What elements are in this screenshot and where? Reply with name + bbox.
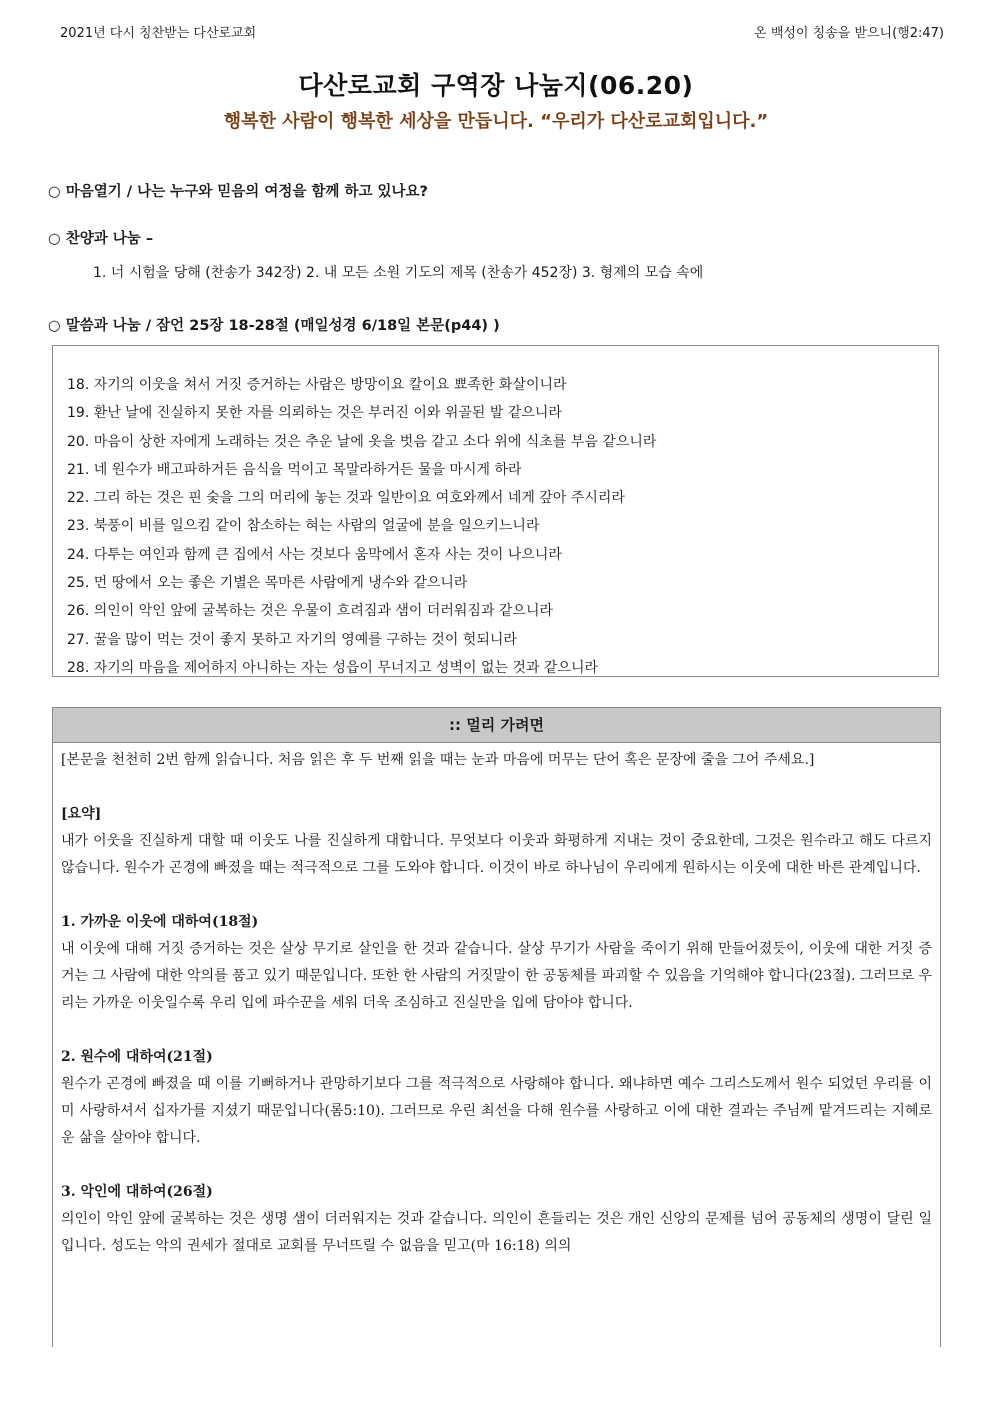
verse-21: 21. 네 원수가 배고파하거든 음식을 먹이고 목말라하거든 물을 마시게 하라 — [67, 461, 522, 478]
study-heading: :: 멀리 가려면 — [53, 708, 940, 743]
verse-20: 20. 마음이 상한 자에게 노래하는 것은 추운 날에 옷을 벗음 같고 소다 위에 식초를 부음 같으니라 — [67, 433, 657, 450]
verse-24: 24. 다투는 여인과 함께 큰 집에서 사는 것보다 움막에서 혼자 사는 것이 나으니라 — [67, 546, 562, 563]
verse-18: 18. 자기의 이웃을 쳐서 거짓 증거하는 사람은 방망이요 칼이요 뾰족한 화살이니라 — [67, 377, 567, 393]
verse-25: 25. 먼 땅에서 오는 좋은 기별은 목마른 사람에게 냉수와 같으니라 — [67, 575, 468, 592]
section-opening: ○ 마음열기 / 나는 누구와 믿음의 여정을 함께 하고 있나요? — [48, 184, 428, 200]
point-1-text: 내 이웃에 대해 거짓 증거하는 것은 살상 무기로 살인을 한 것과 같습니다. 살상 무기가 사람을 죽이기 위해 만들어졌듯이, 이웃에 대한 거짓 증거는 그 사람에 대한 악의를 품고 있기 때문입니다. 또한 한 사람의 거짓말이 한 공동체를 파괴할 수 있음을 기억해야 합니다(23절). 그러므로 우리는 가까운 이웃일수록 우리 입에 파수꾼을 세워 더욱 조심하고 진실만을 입에 담아야 합니다. — [61, 941, 932, 1011]
verse-28: 28. 자기의 마음을 제어하지 아니하는 자는 성읍이 무너지고 성벽이 없는 것과 같으니라 — [67, 659, 599, 676]
section-word: ○ 말씀과 나눔 / 잠언 25장 18-28절 (매일성경 6/18일 본문(p44) ) — [48, 318, 500, 334]
verse-26: 26. 의인이 악인 앞에 굴복하는 것은 우물이 흐려짐과 샘이 더러워짐과 같으니라 — [67, 603, 554, 620]
verse-19: 19. 환난 날에 진실하지 못한 자를 의뢰하는 것은 부러진 이와 위골된 발 같으니라 — [67, 405, 562, 422]
verse-23: 23. 북풍이 비를 일으킴 같이 참소하는 혀는 사람의 얼굴에 분을 일으키느니라 — [67, 518, 540, 535]
scripture-box — [52, 345, 939, 677]
page-title: 다산로교회 구역장 나눔지(06.20) — [298, 71, 694, 100]
point-3-title: 3. 악인에 대하여(26절) — [61, 1184, 213, 1200]
summary-title: [요약] — [61, 806, 102, 822]
point-1-title: 1. 가까운 이웃에 대하여(18절) — [61, 914, 259, 930]
header-right-text: 온 백성이 칭송을 받으니(행2:47) — [754, 26, 944, 41]
point-2-text: 원수가 곤경에 빠졌을 때 이를 기뻐하거나 관망하기보다 그를 적극적으로 사랑해야 합니다. 왜냐하면 예수 그리스도께서 원수 되었던 우리를 이미 사랑하셔서 십자가를 지셨기 때문입니다(롬5:10). 그러므로 우린 최선을 다해 원수를 사랑하고 이에 대한 결과는 주님께 맡겨드리는 지혜로운 삶을 살아야 합니다. — [61, 1076, 932, 1146]
hymn-list: 1. 너 시험을 당해 (찬송가 342장) 2. 내 모든 소원 기도의 제목 (찬송가 452장) 3. 형제의 모습 속에 — [93, 265, 704, 281]
point-3-text: 의인이 악인 앞에 굴복하는 것은 생명 샘이 더러워지는 것과 같습니다. 의인이 흔들리는 것은 개인 신앙의 문제를 넘어 공동체의 생명이 달린 일입니다. 성도는 악의 권세가 절대로 교회를 무너뜨릴 수 없음을 믿고(마 16:18) 의의 — [61, 1211, 932, 1254]
study-box — [52, 707, 941, 1347]
section-praise: ○ 찬양과 나눔 – — [48, 231, 154, 247]
study-body — [53, 743, 940, 1260]
page-subtitle: 행복한 사람이 행복한 세상을 만듭니다. “우리가 다산로교회입니다.” — [223, 111, 769, 132]
verse-27: 27. 꿀을 많이 먹는 것이 좋지 못하고 자기의 영예를 구하는 것이 헛되니라 — [67, 631, 517, 648]
header-left-text: 2021년 다시 칭찬받는 다산로교회 — [60, 26, 257, 41]
study-intro: [본문을 천천히 2번 함께 읽습니다. 처음 읽은 후 두 번째 읽을 때는 눈과 마음에 머무는 단어 혹은 문장에 줄을 그어 주세요.] — [61, 752, 815, 768]
verse-22: 22. 그리 하는 것은 핀 숯을 그의 머리에 놓는 것과 일반이요 여호와께서 네게 갚아 주시리라 — [67, 490, 625, 507]
point-2-title: 2. 원수에 대하여(21절) — [61, 1049, 213, 1065]
summary-text: 내가 이웃을 진실하게 대할 때 이웃도 나를 진실하게 대합니다. 무엇보다 이웃과 화평하게 지내는 것이 중요한데, 그것은 원수라고 해도 다르지 않습니다. 원수가 곤경에 빠졌을 때는 적극적으로 그를 도와야 합니다. 이것이 바로 하나님이 우리에게 원하시는 이웃에 대한 바른 관계입니다. — [61, 833, 932, 876]
